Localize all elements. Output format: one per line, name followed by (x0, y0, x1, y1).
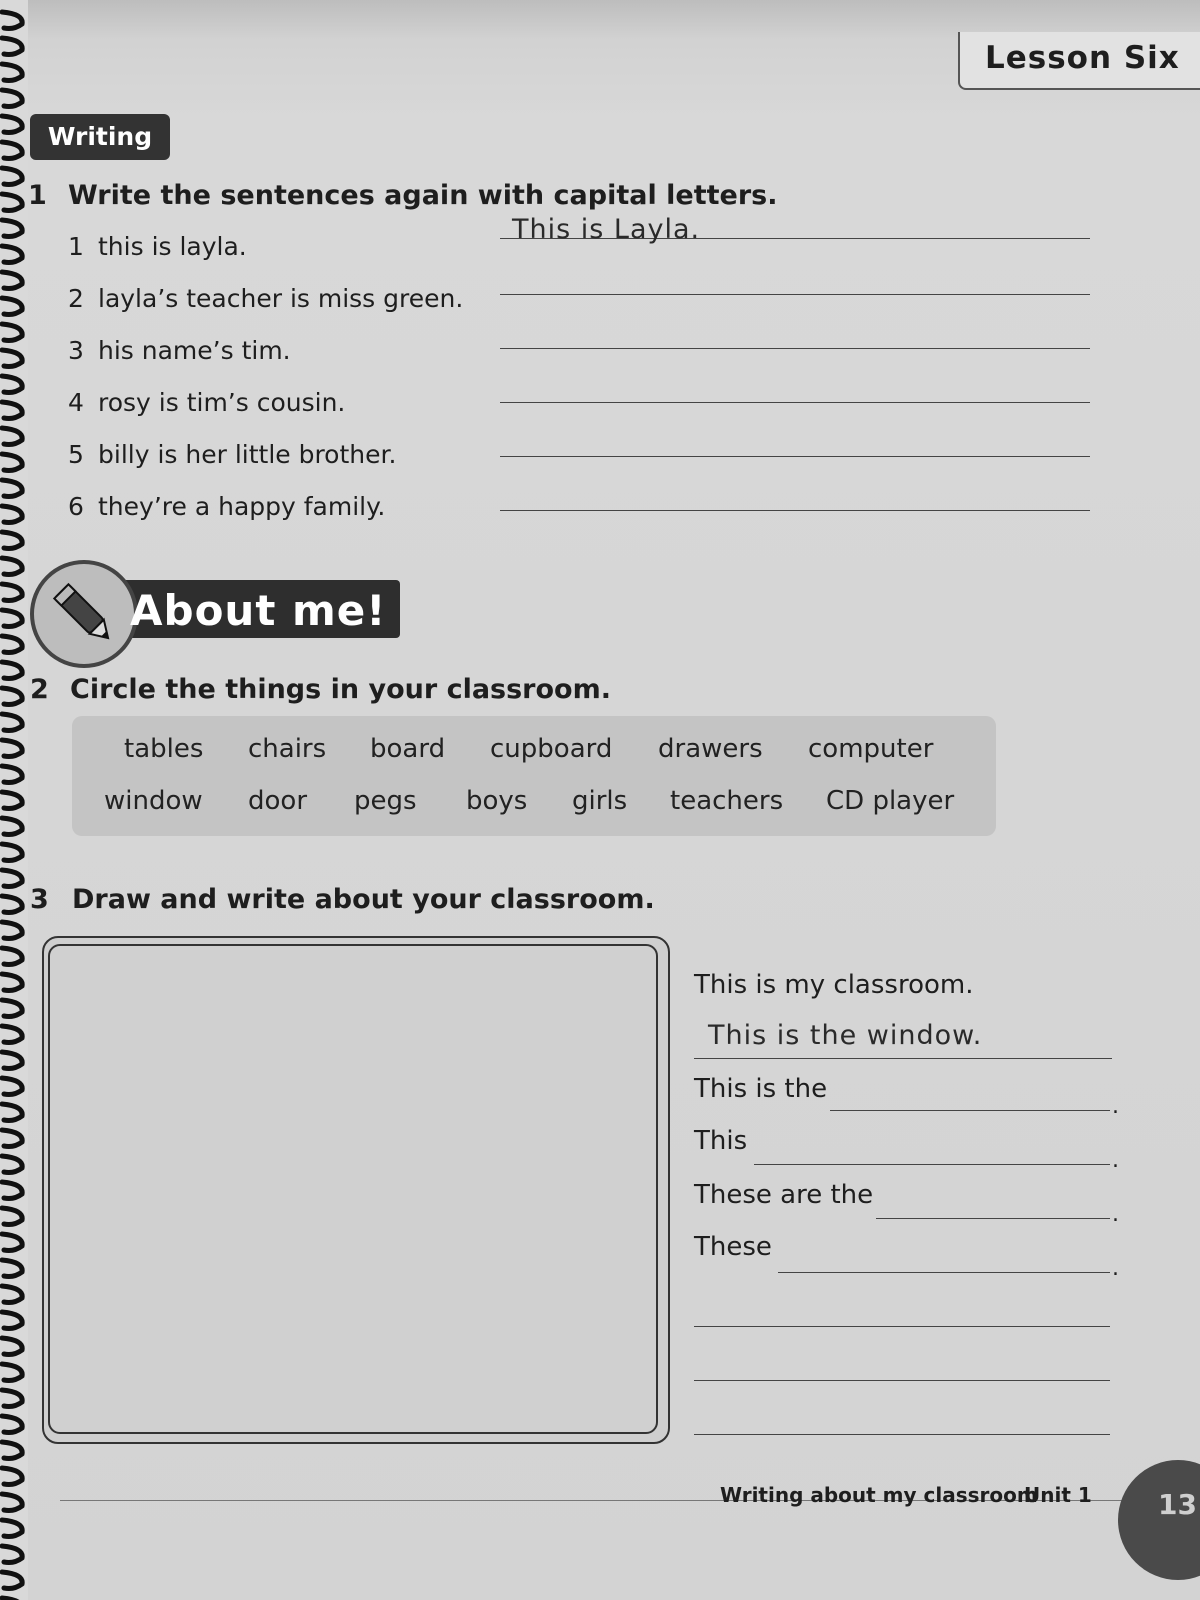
word-option[interactable]: girls (572, 786, 628, 816)
spiral-ring (2, 1416, 22, 1433)
spiral-ring (2, 532, 22, 549)
spiral-ring (2, 636, 22, 653)
writing-line[interactable] (754, 1164, 1110, 1165)
handwritten-answer-1: This is Layla. (512, 214, 701, 245)
spiral-ring (2, 766, 22, 783)
exercise-2-number: 2 (30, 674, 49, 705)
exercise-1-title: Write the sentences again with capital letters. (68, 180, 778, 211)
spiral-ring (2, 714, 22, 731)
writing-line[interactable] (694, 1434, 1110, 1435)
spiral-ring (2, 792, 22, 809)
spiral-ring (2, 1156, 22, 1173)
spiral-ring (2, 1312, 22, 1329)
spiral-ring (2, 662, 22, 679)
spiral-ring (2, 454, 22, 471)
spiral-ring (2, 1494, 22, 1511)
spiral-ring (2, 610, 22, 627)
handwritten-answer-window: This is the window. (708, 1020, 983, 1051)
spiral-ring (2, 974, 22, 991)
word-option[interactable]: CD player (826, 786, 955, 816)
spiral-ring (2, 350, 22, 367)
writing-line[interactable] (694, 1380, 1110, 1381)
answer-line-4[interactable] (500, 402, 1090, 403)
spiral-ring (2, 1338, 22, 1355)
answer-line-5[interactable] (500, 456, 1090, 457)
spiral-ring (2, 1468, 22, 1485)
spiral-ring (2, 1104, 22, 1121)
spiral-ring (2, 1026, 22, 1043)
word-option[interactable]: cupboard (490, 734, 613, 764)
spiral-ring (2, 948, 22, 965)
spiral-ring (2, 428, 22, 445)
exercise-3-title: Draw and write about your classroom. (72, 884, 655, 915)
spiral-ring (2, 168, 22, 185)
spiral-ring (2, 1130, 22, 1147)
spiral-ring (2, 480, 22, 497)
spiral-ring (2, 1052, 22, 1069)
writing-line-text: This is my classroom. (694, 970, 974, 1000)
writing-line-text: These are the (694, 1180, 874, 1210)
word-option[interactable]: tables (124, 734, 204, 764)
spiral-ring (2, 272, 22, 289)
spiral-ring (2, 688, 22, 705)
spiral-ring (2, 1286, 22, 1303)
spiral-ring (2, 298, 22, 315)
writing-line-text: This (694, 1126, 748, 1156)
spiral-ring (2, 1234, 22, 1251)
spiral-ring (2, 220, 22, 237)
about-me-banner (30, 560, 410, 660)
answer-line-6[interactable] (500, 510, 1090, 511)
spiral-ring (2, 870, 22, 887)
footer-topic: Writing about my classroom (720, 1483, 1038, 1507)
spiral-ring (2, 1390, 22, 1407)
word-option[interactable]: computer (808, 734, 934, 764)
word-option[interactable]: window (104, 786, 203, 816)
footer-unit: Unit 1 (1024, 1483, 1092, 1507)
spiral-binding (0, 0, 30, 1600)
spiral-ring (2, 324, 22, 341)
spiral-ring (2, 922, 22, 939)
spiral-ring (2, 1000, 22, 1017)
pencil-icon (44, 574, 124, 654)
line-period: . (1112, 1148, 1119, 1173)
spiral-ring (2, 1364, 22, 1381)
spiral-ring (2, 1572, 22, 1589)
word-option[interactable]: pegs (354, 786, 417, 816)
page-number: 13 (1158, 1488, 1197, 1521)
spiral-ring (2, 740, 22, 757)
writing-line-text: These (694, 1232, 772, 1262)
word-option[interactable]: board (370, 734, 446, 764)
spiral-ring (2, 1260, 22, 1277)
exercise-1-item: 3 his name’s tim. (68, 336, 291, 365)
word-option[interactable]: boys (466, 786, 528, 816)
answer-line-2[interactable] (500, 294, 1090, 295)
spiral-ring (2, 194, 22, 211)
exercise-2-title: Circle the things in your classroom. (70, 674, 611, 705)
drawing-area[interactable] (48, 944, 658, 1434)
lesson-title: Lesson Six (985, 40, 1180, 76)
spiral-ring (2, 584, 22, 601)
spiral-ring (2, 1520, 22, 1537)
spiral-ring (2, 844, 22, 861)
writing-line-text: This is the (694, 1074, 828, 1104)
exercise-1-item: 2 layla’s teacher is miss green. (68, 284, 464, 313)
spiral-ring (2, 818, 22, 835)
spiral-ring (2, 1442, 22, 1459)
writing-line[interactable] (694, 1326, 1110, 1327)
writing-line[interactable] (830, 1110, 1110, 1111)
spiral-ring (2, 1208, 22, 1225)
word-option[interactable]: drawers (658, 734, 763, 764)
spiral-ring (2, 38, 22, 55)
word-option[interactable]: door (248, 786, 308, 816)
word-option[interactable]: teachers (670, 786, 784, 816)
spiral-ring (2, 116, 22, 133)
spiral-ring (2, 506, 22, 523)
line-period: . (1112, 1202, 1119, 1227)
exercise-1-item: 4 rosy is tim’s cousin. (68, 388, 346, 417)
exercise-1-number: 1 (28, 180, 47, 211)
exercise-1-item: 5 billy is her little brother. (68, 440, 397, 469)
spiral-ring (2, 1182, 22, 1199)
spiral-ring (2, 1546, 22, 1563)
writing-line[interactable] (694, 1058, 1112, 1059)
spiral-ring (2, 12, 22, 29)
word-option[interactable]: chairs (248, 734, 327, 764)
spiral-ring (2, 142, 22, 159)
spiral-ring (2, 402, 22, 419)
exercise-1-item: 6 they’re a happy family. (68, 492, 386, 521)
writing-line[interactable] (876, 1218, 1110, 1219)
spiral-ring (2, 558, 22, 575)
spiral-ring (2, 1078, 22, 1095)
spiral-ring (2, 64, 22, 81)
answer-line-3[interactable] (500, 348, 1090, 349)
writing-line[interactable] (778, 1272, 1110, 1273)
about-me-title: About me! (130, 586, 387, 635)
exercise-1-item: 1 this is layla. (68, 232, 247, 261)
exercise-3-number: 3 (30, 884, 49, 915)
spiral-ring (2, 896, 22, 913)
line-period: . (1112, 1094, 1119, 1119)
spiral-ring (2, 376, 22, 393)
spiral-ring (2, 246, 22, 263)
spiral-ring (2, 90, 22, 107)
writing-badge: Writing (30, 114, 170, 160)
line-period: . (1112, 1256, 1119, 1281)
